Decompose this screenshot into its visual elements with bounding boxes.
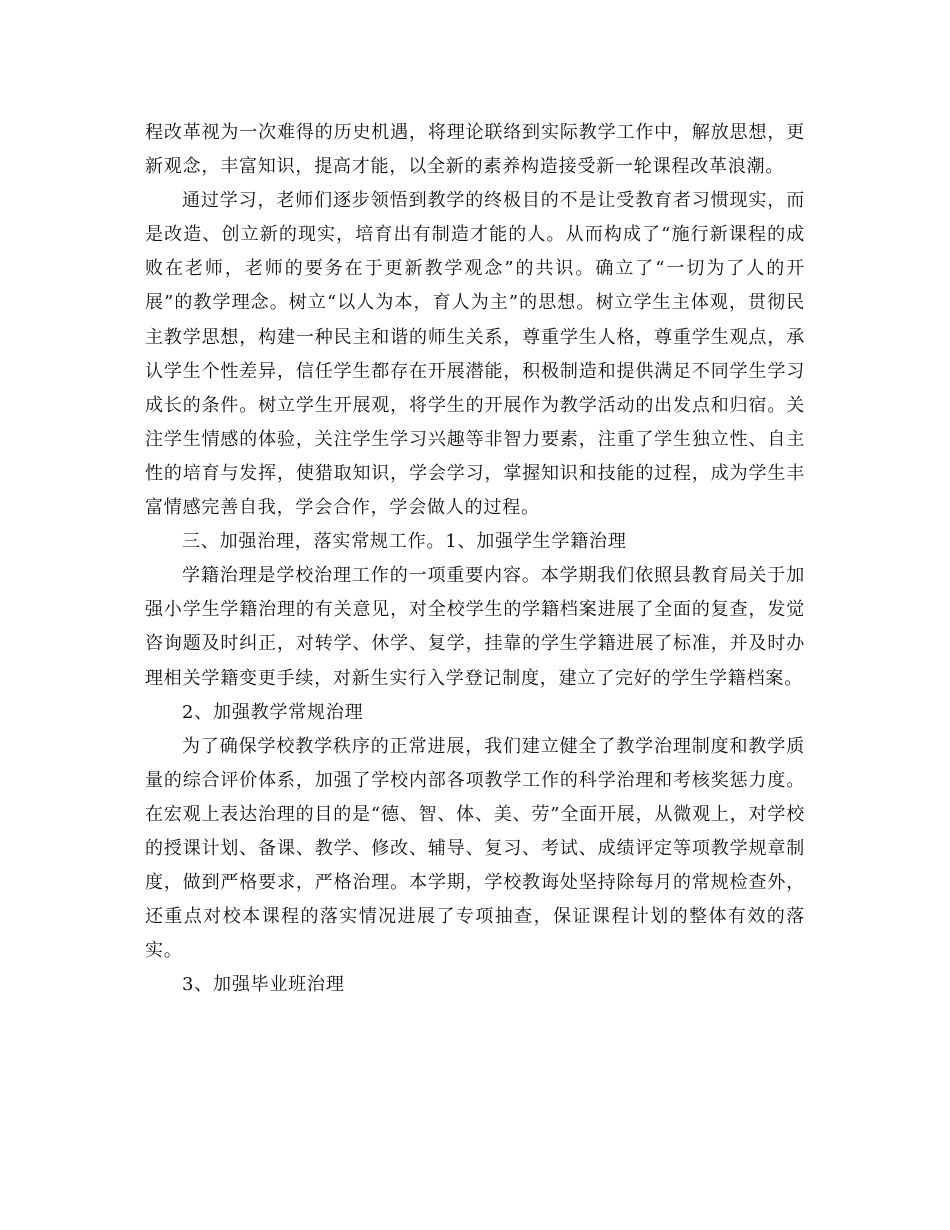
paragraph-teacher-study: 通过学习，老师们逐步领悟到教学的终极目的不是让受教育者习惯现实，而是改造、创立新的现实，培育出有制造才能的人。从而构成了“施行新课程的成败在老师，老师的要务在于更新教学观念”的共识。确立了“一切为了人的开展”的教学理念。树立“以人为本，育人为主”的思想。树立学生主体观，贯彻民主教学思想，构建一种民主和谐的师生关系，尊重学生人格，尊重学生观点，承认学生个性差异，信任学生都存在开展潜能，积极制造和提供满足不同学生学习成长的条件。树立学生开展观，将学生的开展作为教学活动的出发点和归宿。关注学生情感的体验，关注学生学习兴趣等非智力要素，注重了学生独立性、自主性的培育与发挥，使猎取知识，学会学习，掌握知识和技能的过程，成为学生丰富情感完善自我，学会合作，学会做人的过程。 [145, 190, 805, 519]
section-heading-management: 三、加强治理，落实常规工作。1、加强学生学籍治理 [182, 531, 627, 553]
paragraph-teaching-routine: 为了确保学校教学秩序的正常进展，我们建立健全了教学治理制度和教学质量的综合评价体系，加强了学校内部各项教学工作的科学治理和考核奖惩力度。在宏观上表达治理的目的是“德、智、体、美、劳”全面开展，从微观上，对学校的授课计划、备课、教学、修改、辅导、复习、考试、成绩评定等项教学规章制度，做到严格要求，严格治理。本学期，学校教诲处坚持除每月的常规检查外，还重点对校本课程的落实情况进展了专项抽查，保证课程计划的整体有效的落实。 [145, 735, 805, 962]
paragraph-continuation: 程改革视为一次难得的历史机遇，将理论联络到实际教学工作中，解放思想，更新观念，丰富知识，提高才能，以全新的素养构造接受新一轮课程改革浪潮。 [145, 122, 805, 178]
subheading-teaching-routine: 2、加强教学常规治理 [182, 701, 364, 723]
subheading-graduating-class: 3、加强毕业班治理 [182, 974, 345, 996]
document-body [145, 116, 805, 1002]
paragraph-student-records: 学籍治理是学校治理工作的一项重要内容。本学期我们依照县教育局关于加强小学生学籍治理的有关意见，对全校学生的学籍档案进展了全面的复查，发觉咨询题及时纠正，对转学、休学、复学，挂靠的学生学籍进展了标准，并及时办理相关学籍变更手续，对新生实行入学登记制度，建立了完好的学生学籍档案。 [145, 565, 805, 689]
